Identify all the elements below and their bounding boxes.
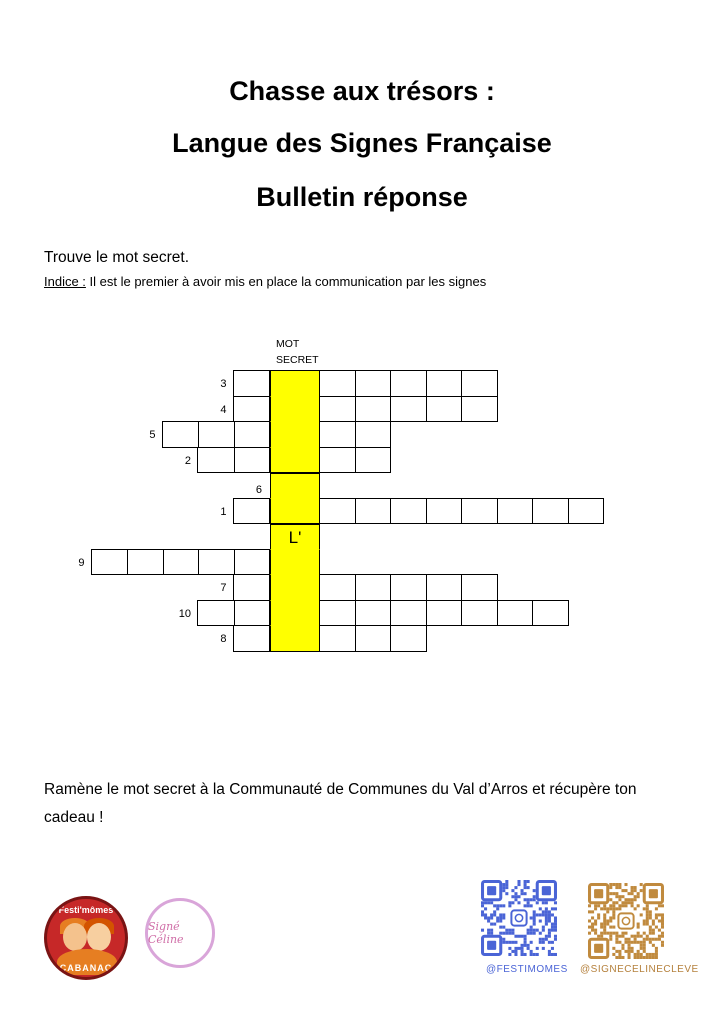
crossword-cell[interactable]	[233, 370, 271, 397]
secret-cell[interactable]: L'	[270, 523, 320, 550]
clue-number: 1	[220, 505, 227, 518]
secret-cell[interactable]	[270, 421, 320, 448]
crossword-cell[interactable]	[497, 600, 534, 627]
crossword-cell[interactable]	[162, 421, 200, 448]
crossword-cell[interactable]	[532, 498, 569, 525]
qr1-label: @FESTIMOMES	[486, 964, 568, 975]
clue-number: 6	[255, 484, 262, 496]
secret-cell[interactable]	[270, 396, 320, 423]
page-title-line2: Langue des Signes Française	[172, 128, 552, 158]
page-title-line1: Chasse aux trésors :	[229, 76, 495, 106]
crossword-cell[interactable]	[319, 370, 356, 397]
clue-number: 3	[220, 378, 227, 390]
qr-code-signecelinecleve-icon[interactable]	[588, 883, 664, 959]
instruction-text: Trouve le mot secret.	[44, 249, 190, 266]
clue-number: 10	[178, 607, 191, 620]
crossword-cell[interactable]	[355, 396, 392, 423]
crossword-cell[interactable]	[126, 549, 164, 576]
crossword-cell[interactable]	[355, 421, 392, 448]
qr2-label: @SIGNECELINECLEVE	[580, 964, 699, 975]
crossword-cell[interactable]	[162, 549, 200, 576]
crossword-cell[interactable]	[390, 574, 427, 601]
crossword-cell[interactable]	[532, 600, 569, 627]
crossword-cell[interactable]	[233, 625, 271, 652]
crossword-cell[interactable]	[497, 498, 534, 525]
secret-cell[interactable]	[270, 625, 320, 652]
crossword-cell[interactable]	[233, 574, 271, 601]
hint-body: Il est le premier à avoir mis en place la communication par les signes	[85, 274, 487, 289]
crossword-cell[interactable]	[355, 625, 392, 652]
secret-cell[interactable]	[270, 447, 320, 474]
qr-code-festimomes-icon[interactable]	[481, 880, 557, 956]
crossword-cell[interactable]	[355, 600, 392, 627]
festimomes-logo-top-text: Festi'mômes	[58, 905, 114, 915]
crossword-cell[interactable]	[197, 421, 235, 448]
crossword-cell[interactable]	[319, 396, 356, 423]
crossword-cell[interactable]	[461, 574, 498, 601]
crossword-cell[interactable]	[390, 498, 427, 525]
secret-cell[interactable]	[270, 370, 320, 397]
page-title-line3: Bulletin réponse	[256, 182, 468, 212]
crossword-cell[interactable]	[233, 549, 271, 576]
secret-cell[interactable]	[270, 600, 320, 627]
secret-label-line1: MOT	[276, 338, 300, 350]
crossword-cell[interactable]	[390, 600, 427, 627]
crossword-cell[interactable]	[355, 574, 392, 601]
clue-number: 4	[220, 403, 227, 416]
crossword-cell[interactable]	[461, 370, 498, 397]
festimomes-logo-bottom-text: CABANAC	[59, 963, 113, 973]
crossword-cell[interactable]	[197, 600, 235, 627]
crossword-cell[interactable]	[233, 600, 271, 627]
signe-celine-logo-text: Signé Céline	[148, 920, 184, 946]
crossword-cell[interactable]	[426, 370, 463, 397]
clue-number: 5	[149, 429, 156, 441]
crossword-cell[interactable]	[355, 498, 392, 525]
crossword-cell[interactable]	[390, 396, 427, 423]
crossword-cell[interactable]	[390, 625, 427, 652]
crossword-cell[interactable]	[91, 549, 129, 576]
crossword-cell[interactable]	[197, 549, 235, 576]
crossword-cell[interactable]	[319, 447, 356, 474]
crossword-cell[interactable]	[319, 625, 356, 652]
crossword-cell[interactable]	[426, 574, 463, 601]
crossword-cell[interactable]	[461, 396, 498, 423]
crossword-cell[interactable]	[319, 600, 356, 627]
clue-number: 9	[78, 556, 85, 569]
crossword-cell[interactable]	[390, 370, 427, 397]
crossword-cell[interactable]	[568, 498, 605, 525]
crossword-cell[interactable]	[355, 370, 392, 397]
clue-number: 8	[220, 633, 227, 645]
crossword-cell[interactable]	[319, 421, 356, 448]
clue-number: 7	[220, 582, 227, 594]
crossword-cell[interactable]	[233, 421, 271, 448]
crossword-cell[interactable]	[426, 498, 463, 525]
crossword-cell[interactable]	[426, 600, 463, 627]
hint-label: Indice :	[44, 274, 86, 289]
secret-cell[interactable]	[270, 549, 320, 576]
secret-cell[interactable]	[270, 574, 320, 601]
clue-number: 2	[184, 454, 191, 467]
secret-label-line2: SECRET	[276, 354, 319, 366]
crossword-cell[interactable]	[461, 498, 498, 525]
signe-celine-logo	[145, 898, 215, 968]
crossword-cell[interactable]	[233, 396, 271, 423]
crossword-cell[interactable]	[233, 498, 271, 525]
crossword-cell[interactable]	[319, 498, 356, 525]
crossword-cell[interactable]	[233, 447, 271, 474]
festimomes-logo	[44, 896, 128, 980]
crossword-cell[interactable]	[319, 574, 356, 601]
crossword-cell[interactable]	[355, 447, 392, 474]
crossword-cell[interactable]	[426, 396, 463, 423]
secret-cell[interactable]	[270, 498, 320, 525]
secret-cell[interactable]	[270, 472, 320, 499]
crossword-cell[interactable]	[197, 447, 235, 474]
crossword-cell[interactable]	[461, 600, 498, 627]
footer-instruction: Ramène le mot secret à la Communauté de Communes du Val d’Arros et récupère ton cadeau !	[44, 781, 637, 826]
